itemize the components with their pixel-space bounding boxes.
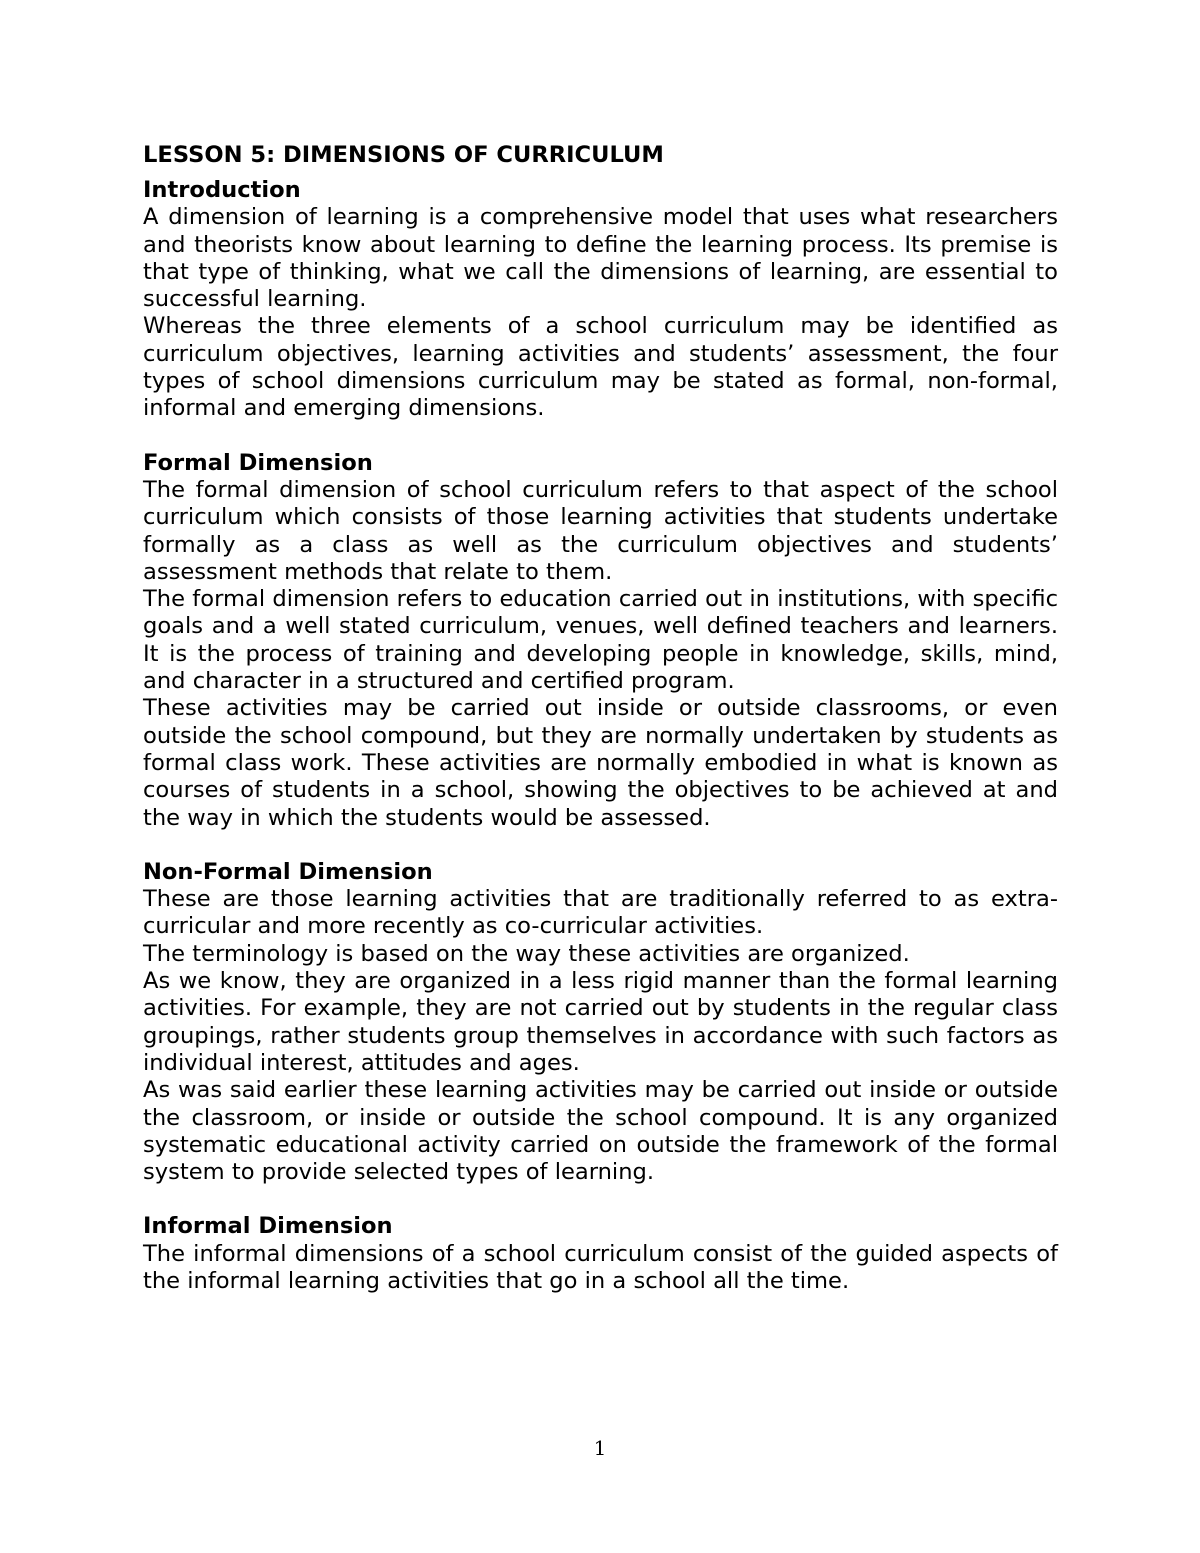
section-heading-non-formal-dimension: Non-Formal Dimension — [143, 858, 433, 885]
section-heading-formal-dimension: Formal Dimension — [143, 449, 373, 476]
document-title: LESSON 5: DIMENSIONS OF CURRICULUM — [143, 142, 664, 168]
section-heading-informal-dimension: Informal Dimension — [143, 1213, 393, 1240]
paragraph: These activities may be carried out inside or outside classrooms, or even outside the school compound, but they are normally undertaken by students as formal class work. These activities are normally embodied in what is known as courses of students in a school, showing the objectives to be achieved at and the way in which the students would be assessed. — [143, 695, 1058, 831]
paragraph: A dimension of learning is a comprehensive model that uses what researchers and theorists know about learning to define the learning process. Its premise is that type of thinking, what we call the dimensions of learning, are essential to successful learning. — [143, 204, 1058, 313]
section-formal-dimension — [143, 450, 1058, 832]
page-number: 1 — [593, 1436, 607, 1460]
paragraph: As we know, they are organized in a less rigid manner than the formal learning activities. For example, they are not carried out by students in the regular class groupings, rather students group themselves in accordance with such factors as individual interest, attitudes and ages. — [143, 968, 1058, 1076]
paragraph: The formal dimension of school curriculum refers to that aspect of the school curriculum which consists of those learning activities that students undertake formally as a class as well as the curriculum objectives and students’ assessment methods that relate to them. — [143, 476, 1058, 585]
document-page — [143, 140, 1058, 1322]
section-heading-introduction: Introduction — [143, 177, 301, 203]
paragraph: The informal dimensions of a school curriculum consist of the guided aspects of the informal learning activities that go in a school all the time. — [143, 1240, 1058, 1294]
paragraph: Whereas the three elements of a school curriculum may be identified as curriculum objectives, learning activities and students’ assessment, the four types of school dimensions curriculum may be stated as formal, non-formal, informal and emerging dimensions. — [143, 313, 1058, 422]
section-non-formal-dimension — [143, 859, 1058, 1187]
section-introduction — [143, 177, 1058, 423]
paragraph: As was said earlier these learning activities may be carried out inside or outside the classroom, or inside or outside the school compound. It is any organized systematic educational activity carried on outside the framework of the formal system to provide selected types of learning. — [143, 1077, 1058, 1186]
paragraph: The terminology is based on the way these activities are organized. — [143, 940, 910, 967]
section-informal-dimension — [143, 1213, 1058, 1295]
paragraph: These are those learning activities that are traditionally referred to as extra-curricular and more recently as co-curricular activities. — [143, 886, 1058, 940]
paragraph: The formal dimension refers to education carried out in institutions, with specific goals and a well stated curriculum, venues, well defined teachers and learners. It is the process of training and developing people in knowledge, skills, mind, and character in a structured and certified program. — [143, 586, 1058, 695]
